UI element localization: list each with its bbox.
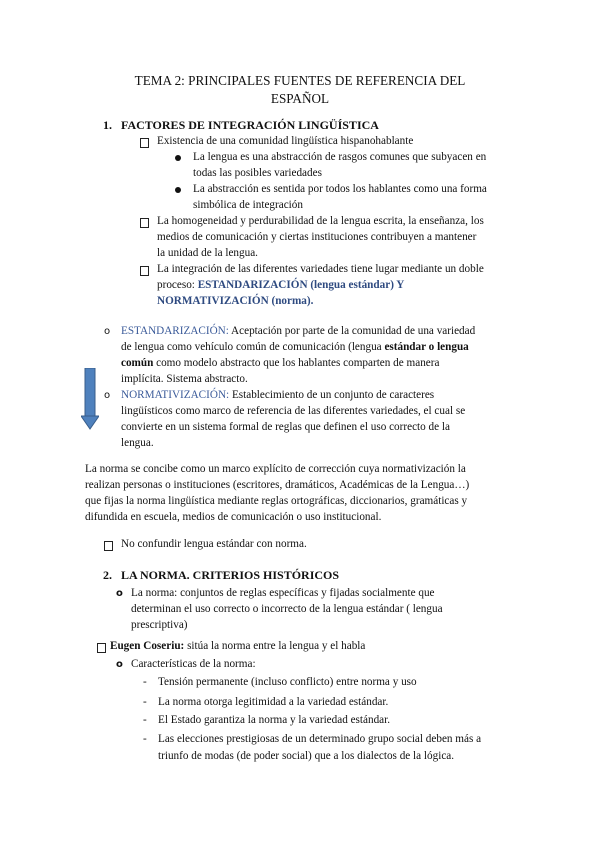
note-text: No confundir lengua estándar con norma.	[121, 538, 307, 550]
dash-item-text: Las elecciones prestigiosas de un determinado grupo social deben más a	[158, 733, 482, 745]
sub-bullet-text: La abstracción es sentida por todos los hablantes como una forma	[193, 183, 487, 195]
checkbox-bullet-icon	[104, 541, 113, 551]
bold-term: estándar o lengua	[384, 341, 469, 353]
dash-item-text: Tensión permanente (incluso conflicto) entre norma y uso	[158, 676, 417, 688]
coseriu-line	[110, 639, 365, 655]
bullet-text: prescriptiva)	[131, 619, 188, 631]
definition-line	[121, 340, 469, 356]
round-bullet-icon	[175, 187, 181, 193]
bullet-text: la unidad de la lengua.	[157, 247, 258, 259]
section-2-number: 2.	[103, 568, 112, 582]
author-name: Eugen Coseriu:	[110, 640, 185, 652]
def-text: de lengua como vehículo común de comunicación (lengua	[121, 341, 385, 353]
bullet-text: Existencia de una comunidad lingüística hispanohablante	[157, 135, 414, 147]
down-arrow-icon	[81, 368, 99, 430]
definition-line: convierte en un sistema formal de reglas que definen el uso correcto de la	[121, 421, 450, 433]
paragraph-line: que fijas la norma lingüística mediante reglas ortográficas, diccionarios, gramáticas y	[85, 495, 468, 507]
checkbox-bullet-icon	[97, 643, 106, 653]
paragraph-line: La norma se concibe como un marco explícito de corrección cuya normativización la	[85, 463, 466, 475]
term-estandarizacion: ESTANDARIZACIÓN:	[121, 325, 229, 337]
section-1-heading: FACTORES DE INTEGRACIÓN LINGÜÍSTICA	[121, 118, 379, 132]
def-text: como modelo abstracto que los hablantes comparten de manera	[153, 357, 440, 369]
bullet-text: medios de comunicación y ciertas instituciones contribuyen a mantener	[157, 231, 477, 243]
definition-estandarizacion	[121, 324, 475, 340]
dash-item-text: La norma otorga legitimidad a la variedad estándar.	[158, 696, 389, 708]
paragraph-line: realizan personas o instituciones (escritores, dramáticos, Académicas de la Lengua…)	[85, 479, 470, 491]
sub-bullet-text: simbólica de integración	[193, 199, 303, 211]
sub-bullet-text: La lengua es una abstracción de rasgos comunes que subyacen en	[193, 151, 487, 163]
definition-line: implícita. Sistema abstracto.	[121, 373, 248, 385]
term-normativizacion: NORMATIVIZACIÓN:	[121, 389, 230, 401]
section-1-number: 1.	[103, 118, 112, 132]
definition-line: lingüísticos como marco de referencia de las diferentes variedades, el cual se	[121, 405, 466, 417]
checkbox-bullet-icon	[140, 218, 149, 228]
def-text: Aceptación por parte de la comunidad de una variedad	[228, 325, 476, 337]
def-text: Establecimiento de un conjunto de caracteres	[229, 389, 435, 401]
checkbox-bullet-icon	[140, 266, 149, 276]
definition-line	[121, 356, 439, 372]
o-bullet-marker: o	[116, 588, 123, 599]
paragraph-line: difundida en escuela, medios de comunicación o uso institucional.	[85, 511, 382, 523]
definition-normativizacion	[121, 388, 434, 404]
section-2-heading: LA NORMA. CRITERIOS HISTÓRICOS	[121, 568, 340, 582]
highlight-estandarizacion: ESTANDARIZACIÓN (lengua estándar) Y	[197, 279, 405, 291]
sub-bullet-text: todas las posibles variedades	[193, 167, 322, 179]
checkbox-bullet-icon	[140, 138, 149, 148]
definition-line: lengua.	[121, 437, 154, 449]
o-bullet-marker: o	[116, 659, 123, 670]
bullet-text	[157, 278, 404, 294]
bold-term: común	[121, 357, 154, 369]
o-bullet-marker: o	[104, 326, 111, 337]
page-title: TEMA 2: PRINCIPALES FUENTES DE REFERENCIA DEL	[134, 73, 466, 88]
dash-marker: -	[143, 733, 147, 745]
dash-marker: -	[143, 714, 147, 726]
o-bullet-marker: o	[104, 390, 111, 401]
bullet-text: La integración de las diferentes variedades tiene lugar mediante un doble	[157, 263, 484, 275]
bullet-text: Características de la norma:	[131, 658, 256, 670]
dash-marker: -	[143, 696, 147, 708]
page-title-line2: ESPAÑOL	[270, 91, 330, 106]
bullet-text: La norma: conjuntos de reglas específicas y fijadas socialmente que	[131, 587, 435, 599]
bullet-text-pre: proceso:	[157, 279, 198, 291]
dash-marker: -	[143, 676, 147, 688]
bullet-text: determinan el uso correcto o incorrecto de la lengua estándar ( lengua	[131, 603, 443, 615]
coseriu-text: sitúa la norma entre la lengua y el habla	[184, 640, 366, 652]
dash-item-text: triunfo de modas (de poder social) que a los dialectos de la lógica.	[158, 750, 455, 762]
dash-item-text: El Estado garantiza la norma y la variedad estándar.	[158, 714, 391, 726]
highlight-normativizacion: NORMATIVIZACIÓN (norma).	[157, 295, 314, 307]
bullet-text: La homogeneidad y perdurabilidad de la lengua escrita, la enseñanza, los	[157, 215, 484, 227]
round-bullet-icon	[175, 155, 181, 161]
